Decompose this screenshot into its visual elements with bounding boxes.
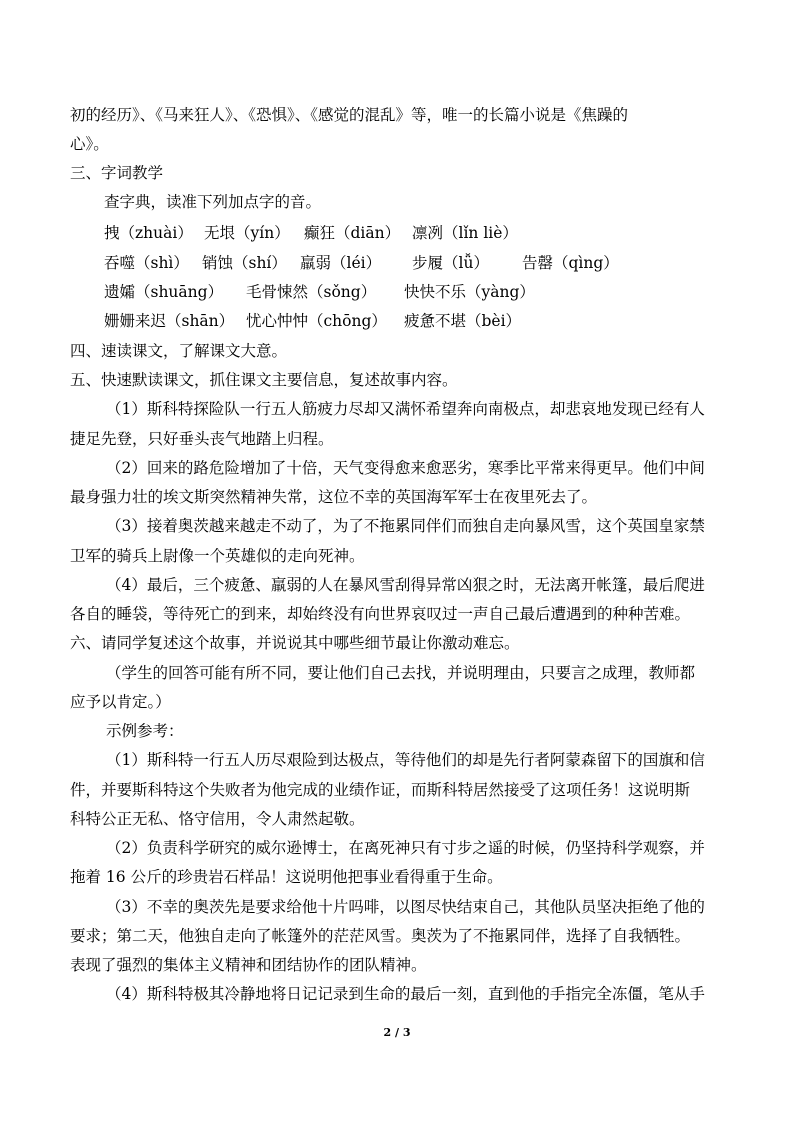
section-heading: 四、速读课文，了解课文大意。 <box>70 342 288 360</box>
section-heading: 三、字词教学 <box>70 164 164 182</box>
text-line: （2）回来的路危险增加了十倍，天气变得愈来愈恶劣，寒季比平常来得更早。他们中间 <box>106 459 705 477</box>
vocab-item: 拽（zhuài） <box>104 224 193 242</box>
vocab-item: 忧心忡忡（chōng） <box>246 312 387 330</box>
text-line: （4）最后，三个疲惫、羸弱的人在暴风雪刮得异常凶狠之时，无法离开帐篷，最后爬进 <box>106 576 705 594</box>
text-line: 要求；第二天，他独自走向了帐篷外的茫茫风雪。奥茨为了不拖累同伴，选择了自我牺牲。 <box>70 927 691 945</box>
page-number: 2 / 3 <box>383 1026 411 1039</box>
vocab-item: 销蚀（shí） <box>202 254 287 272</box>
vocab-item: 毛骨悚然（sǒng） <box>246 283 377 301</box>
vocab-item: 无垠（yín） <box>204 224 290 242</box>
section-heading: 五、快速默读课文，抓住课文主要信息，复述故事内容。 <box>70 371 458 389</box>
text-line: 拖着 16 公斤的珍贵岩石样品！这说明他把事业看得重于生命。 <box>70 868 503 886</box>
vocab-item: 癫狂（diān） <box>304 224 401 242</box>
text-line: 卫军的骑兵上尉像一个英雄似的走向死神。 <box>70 547 365 565</box>
text-line: （3）接着奥茨越来越走不动了，为了不拖累同伴们而独自走向暴风雪，这个英国皇家禁 <box>106 517 705 535</box>
text-line: 应予以肯定。） <box>70 693 171 711</box>
text-line: 初的经历》、《马来狂人》、《恐惧》、《感觉的混乱》等，唯一的长篇小说是《焦躁的 <box>70 106 629 124</box>
text-line: （1）斯科特一行五人历尽艰险到达极点，等待他们的却是先行者阿蒙森留下的国旗和信 <box>106 751 705 769</box>
text-line: 最身强力壮的埃文斯突然精神失常，这位不幸的英国海军军士在夜里死去了。 <box>70 488 598 506</box>
text-line: 示例参考： <box>106 722 184 740</box>
text-line: （1）斯科特探险队一行五人筋疲力尽却又满怀希望奔向南极点，却悲哀地发现已经有人 <box>106 400 705 418</box>
text-line: 件，并要斯科特这个失败者为他完成的业绩作证，而斯科特居然接受了这项任务！这说明斯 <box>70 781 691 799</box>
vocab-item: 遗孀（shuāng） <box>104 283 224 301</box>
vocab-item: 告罄（qìng） <box>522 254 619 272</box>
text-line: （2）负责科学研究的威尔逊博士，在离死神只有寸步之遥的时候，仍坚持科学观察，并 <box>106 839 705 857</box>
text-line: 捷足先登，只好垂头丧气地踏上归程。 <box>70 430 334 448</box>
vocab-item: 步履（lǚ） <box>412 254 489 272</box>
text-line: 心》。 <box>70 135 109 153</box>
text-line: （4）斯科特极其冷静地将日记记录到生命的最后一刻，直到他的手指完全冻僵，笔从手 <box>106 985 705 1003</box>
section-heading: 六、请同学复述这个故事，并说说其中哪些细节最让你激动难忘。 <box>70 634 520 652</box>
text-line: 查字典，读准下列加点字的音。 <box>104 193 322 211</box>
text-line: 表现了强烈的集体主义精神和团结协作的团队精神。 <box>70 956 427 974</box>
vocab-item: 疲惫不堪（bèi） <box>404 312 522 330</box>
vocab-item: 吞噬（shì） <box>104 254 189 272</box>
text-line: 科特公正无私、恪守信用，令人肃然起敬。 <box>70 810 365 828</box>
vocab-item: 快快不乐（yàng） <box>404 283 535 301</box>
text-line: （3）不幸的奥茨先是要求给他十片吗啡，以图尽快结束自己，其他队员坚决拒绝了他的 <box>106 898 705 916</box>
vocab-item: 羸弱（léi） <box>300 254 382 272</box>
vocab-item: 姗姗来迟（shān） <box>104 312 235 330</box>
text-line: （学生的回答可能有所不同，要让他们自己去找，并说明理由，只要言之成理，教师都 <box>106 664 696 682</box>
text-line: 各自的睡袋，等待死亡的到来，却始终没有向世界哀叹过一声自己最后遭遇到的种种苦难。 <box>70 605 691 623</box>
vocab-item: 凛冽（lǐn liè） <box>412 224 518 242</box>
